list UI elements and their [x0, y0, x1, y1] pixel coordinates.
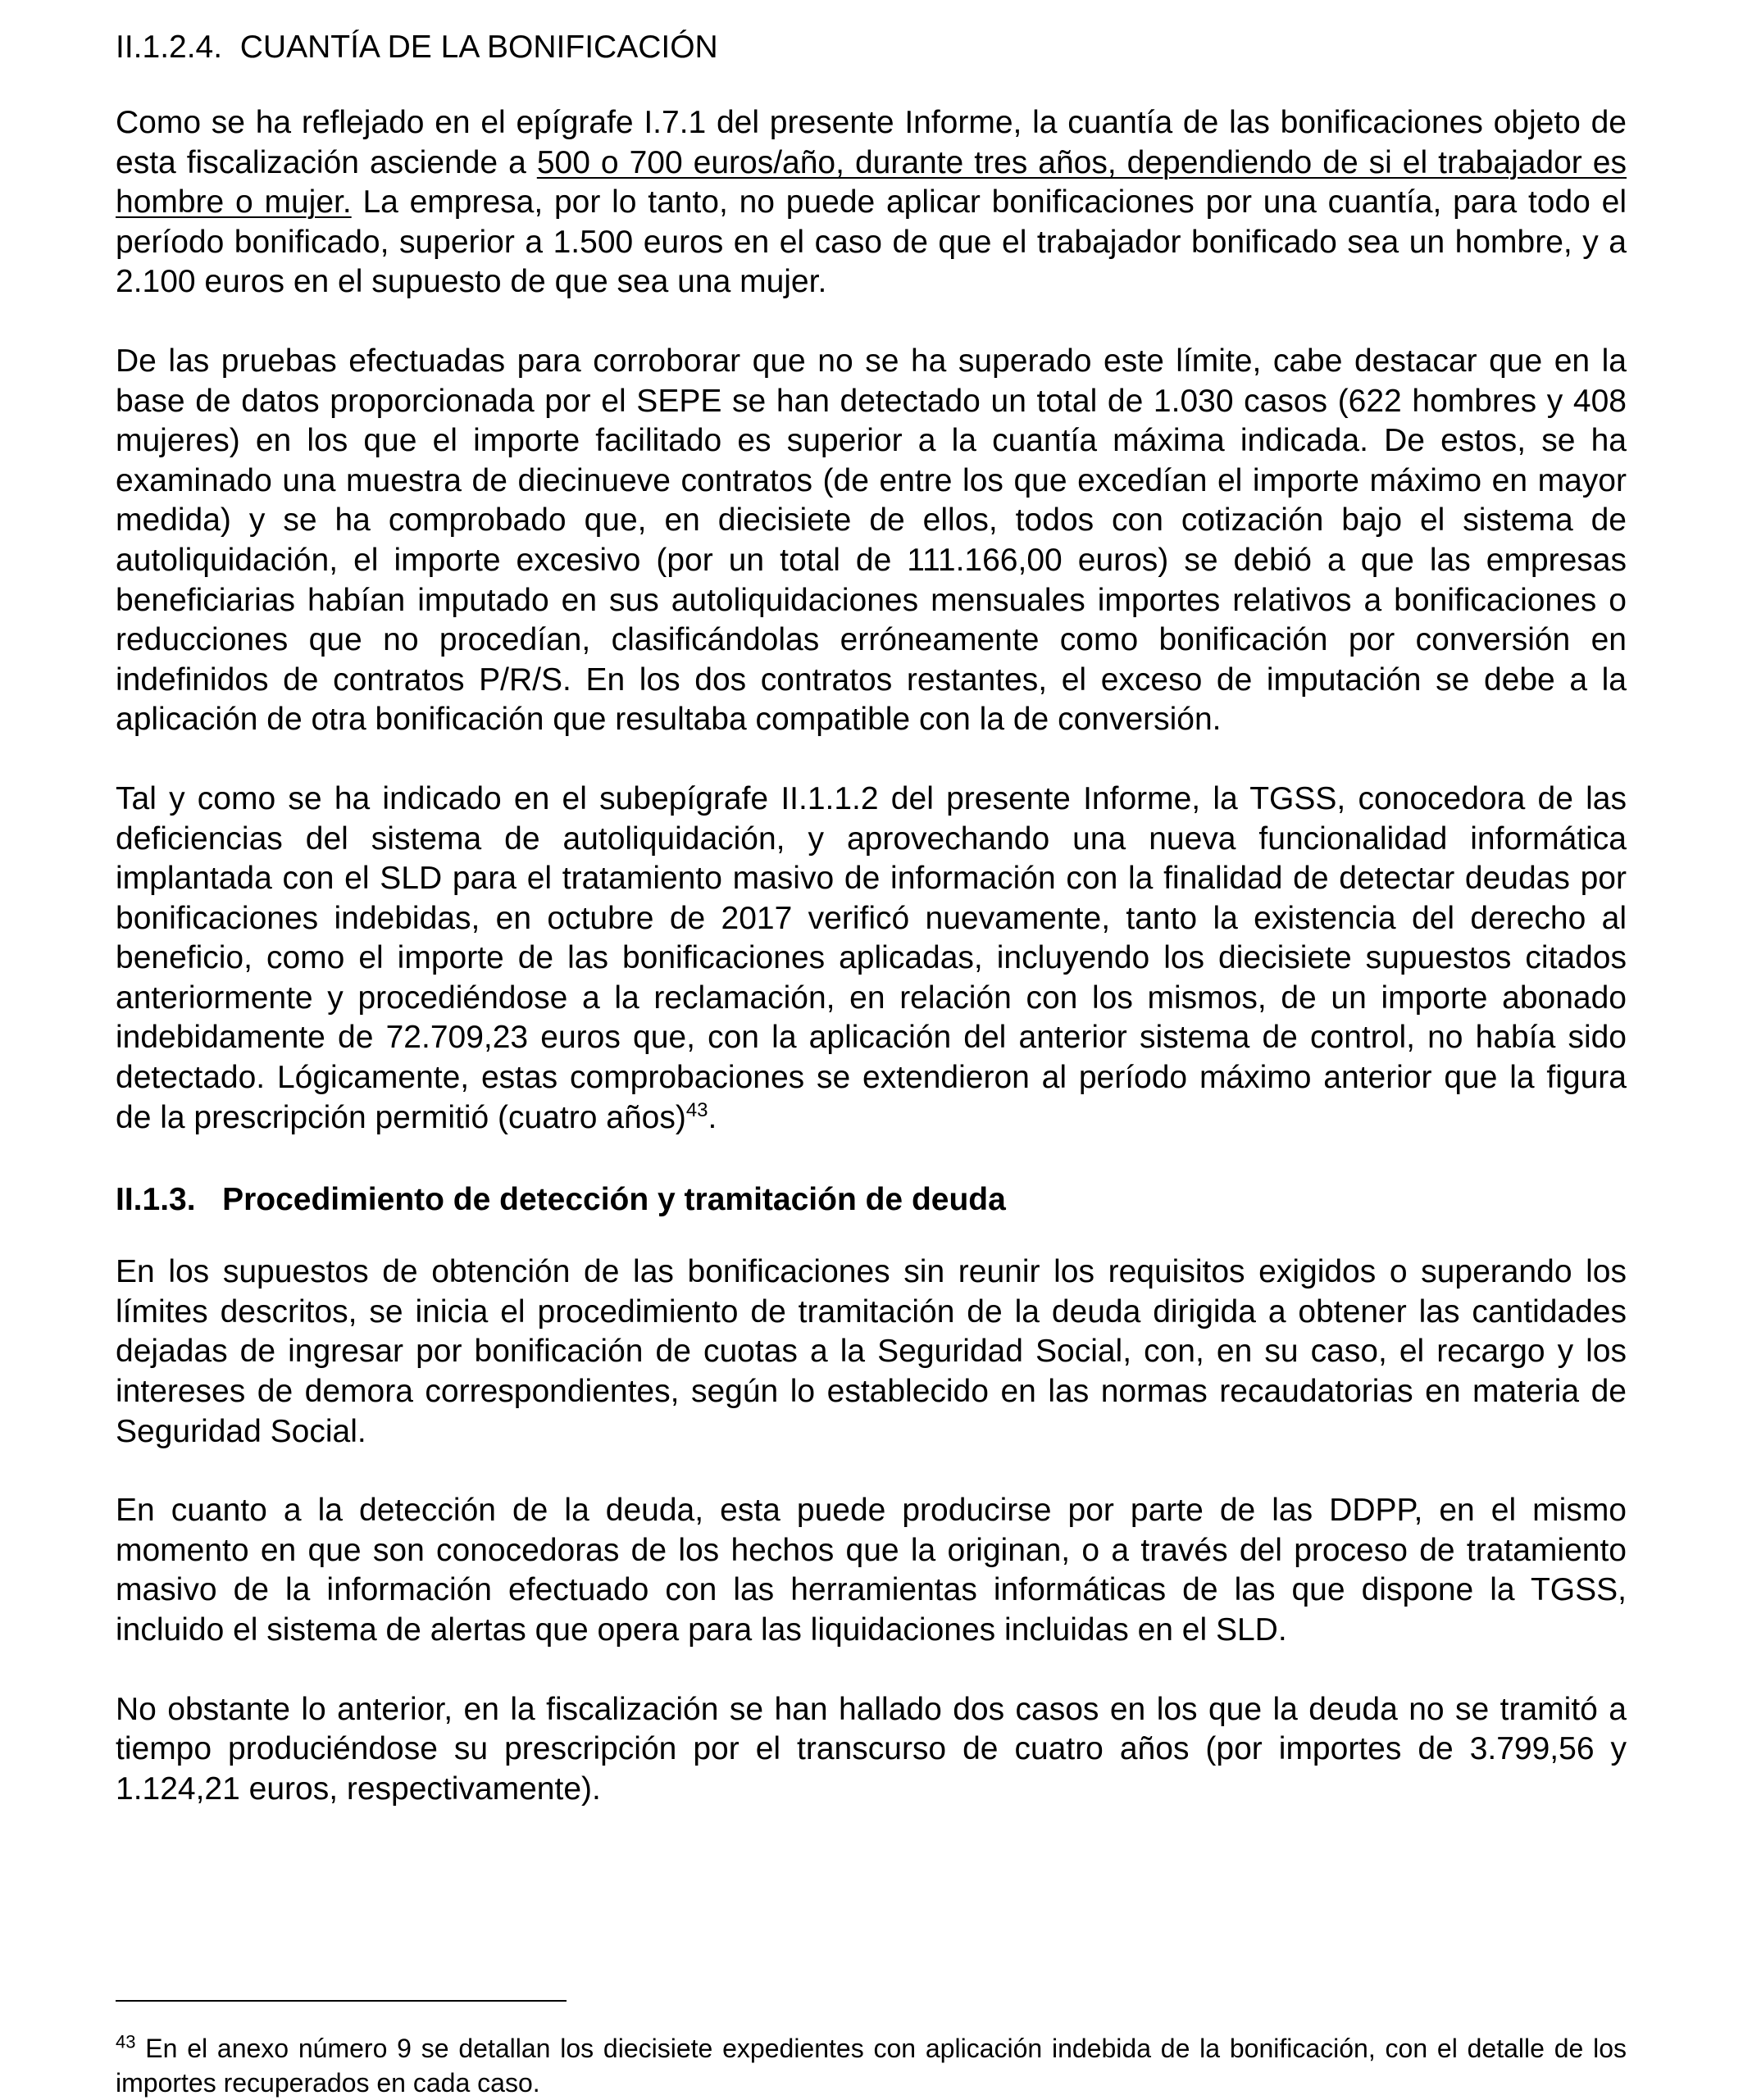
footnote-text: En el anexo número 9 se detallan los diecisiete expedientes con aplicación indebida de la bonificación, con el detalle de los importes recuperados en cada caso. — [116, 2034, 1627, 2098]
footnote-reference[interactable]: 43 — [685, 1098, 708, 1121]
paragraph-procedimiento-3: No obstante lo anterior, en la fiscalización se han hallado dos casos en los que la deuda no se tramitó a tiempo produciéndose su prescripción por el transcurso de cuatro años (por importes de 3.799,56 y 1.124,21 euros, respectivamente). — [116, 1691, 1627, 1807]
section-title: CUANTÍA DE LA BONIFICACIÓN — [239, 30, 718, 65]
section-heading-procedimiento — [116, 1177, 1627, 1223]
section-number: II.1.2.4. — [116, 30, 223, 65]
section-number: II.1.3. — [116, 1182, 196, 1218]
paragraph-cuantia-3 — [116, 780, 1627, 1138]
underlined-text: 500 o 700 euros/año, durante tres años, dependiendo de si el trabajador es hombre o mujer. — [116, 144, 1627, 220]
footnote-number: 43 — [116, 2031, 136, 2052]
paragraph-cuantia-2: De las pruebas efectuadas para corroborar que no se ha superado este límite, cabe destacar que en la base de datos proporcionada por el SEPE se han detectado un total de 1.030 casos (622 hombres y 408 mujeres) en los que el importe facilitado es superior a la cuantía máxima indicada. De estos, se ha examinado una muestra de diecinueve contratos (de entre los que excedían el importe máximo en mayor medida) y se ha comprobado que, en diecisiete de ellos, todos con cotización bajo el sistema de autoliquidación, el importe excesivo (por un total de 111.166,00 euros) se debió a que las empresas beneficiarias habían imputado en sus autoliquidaciones mensuales importes relativos a bonificaciones o reducciones que no procedían, clasificándolas erróneamente como bonificación por conversión en indefinidos de contratos P/R/S. En los dos contratos restantes, el exceso de imputación se debe a la aplicación de otra bonificación que resultaba compatible con la de conversión. — [116, 343, 1627, 738]
paragraph-procedimiento-1: En los supuestos de obtención de las bonificaciones sin reunir los requisitos exigidos o superando los límites descritos, se inicia el procedimiento de tramitación de la deuda dirigida a obtener las cantidades dejadas de ingresar por bonificación de cuotas a la Seguridad Social, con, en su caso, el recargo y los intereses de demora correspondientes, según lo establecido en las normas recaudatorias en materia de Seguridad Social. — [116, 1254, 1627, 1449]
paragraph-procedimiento-2: En cuanto a la detección de la deuda, esta puede producirse por parte de las DDPP, en el mismo momento en que son conocedoras de los hechos que la originan, o a través del proceso de tratamiento masivo de la información efectuado con las herramientas informáticas de las que dispone la TGSS, incluido el sistema de alertas que opera para las liquidaciones incluidas en el SLD. — [116, 1493, 1627, 1648]
section-heading-cuantia — [116, 25, 1627, 70]
paragraph-text: Tal y como se ha indicado en el subepígrafe II.1.1.2 del presente Informe, la TGSS, conocedora de las deficiencias del sistema de autoliquidación, y aprovechando una nueva funcionalidad informática implantada con el SLD para el tratamiento masivo de información con la finalidad de detectar deudas por bonificaciones indebidas, en octubre de 2017 verificó nuevamente, tanto la existencia del derecho al beneficio, como el importe de las bonificaciones aplicadas, incluyendo los diecisiete supuestos citados anteriormente y procediéndose a la reclamación, en relación con los mismos, de un importe abonado indebidamente de 72.709,23 euros que, con la aplicación del anterior sistema de control, no había sido detectado. Lógicamente, estas comprobaciones se extendieron al período máximo anterior que la figura de la prescripción permitió (cuatro años) — [116, 780, 1627, 1135]
footnote-43 — [116, 2031, 1627, 2100]
paragraph-text: Como se ha reflejado en el epígrafe I.7.1 del presente Informe, la cuantía de las bonificaciones objeto de esta fiscalización asciende a — [116, 105, 1627, 180]
document-page — [116, 25, 1627, 1809]
paragraph-cuantia-1 — [116, 103, 1627, 302]
section-title: Procedimiento de detección y tramitación de deuda — [222, 1182, 1006, 1218]
paragraph-text: La empresa, por lo tanto, no puede aplicar bonificaciones por una cuantía, para todo el período bonificado, superior a 1.500 euros en el caso de que el trabajador bonificado sea un hombre, y a 2.100 euros en el supuesto de que sea una mujer. — [116, 184, 1627, 300]
paragraph-text: . — [708, 1099, 717, 1135]
footnote-separator — [116, 2000, 567, 2002]
